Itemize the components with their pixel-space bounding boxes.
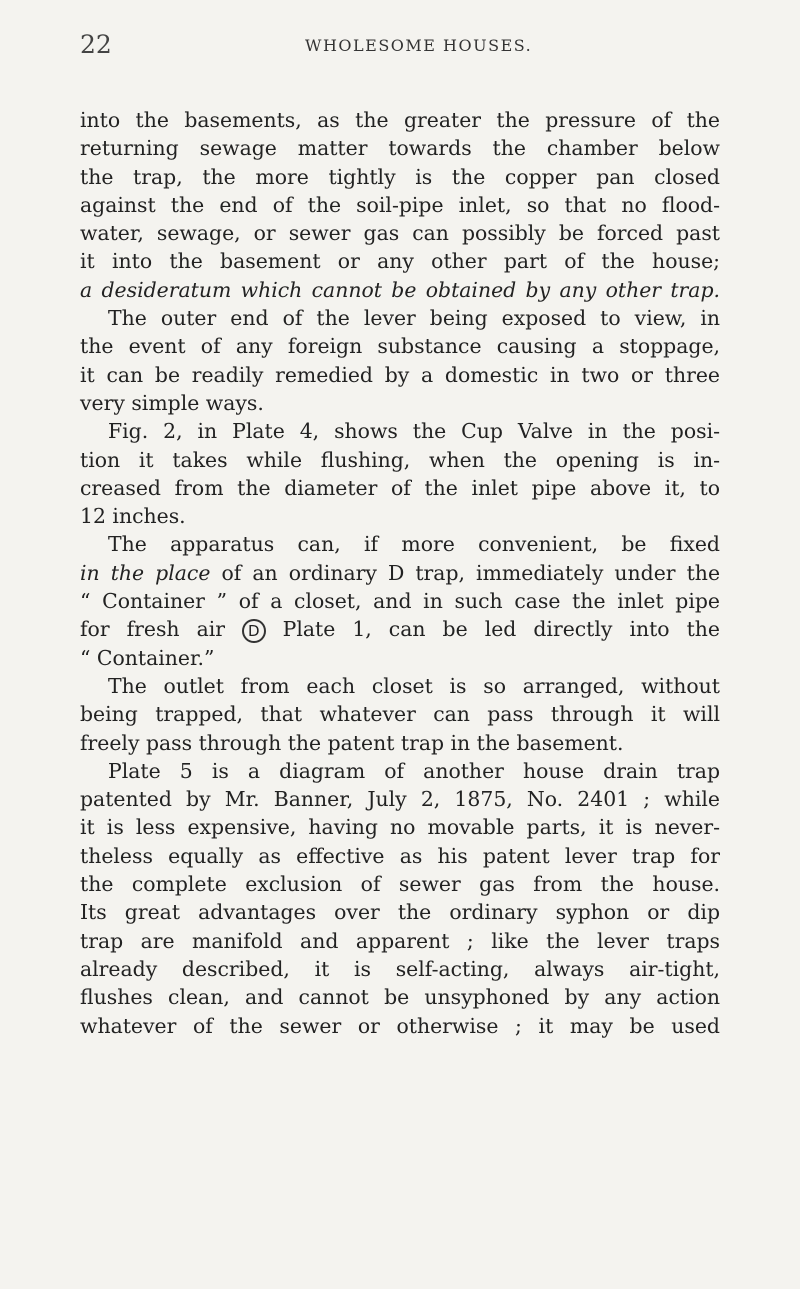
- text-fragment: of an ordinary D trap, immediately under the: [221, 560, 721, 585]
- text-line: Its great advantages over the ordinary syphon or dip: [80, 900, 720, 925]
- text-line: trap are manifold and apparent ; like the lever traps: [80, 928, 720, 953]
- running-head: WHOLESOME HOUSES.: [305, 36, 533, 55]
- text-line: Fig. 2, in Plate 4, shows the Cup Valve in the posi-: [108, 419, 720, 444]
- text-line: being trapped, that whatever can pass through it will: [80, 702, 720, 727]
- italic-phrase: in the place: [80, 560, 211, 585]
- page-header: [80, 30, 720, 66]
- text-line: already described, it is self-acting, always air-tight,: [80, 956, 720, 981]
- text-line: the trap, the more tightly is the copper pan closed: [80, 164, 720, 189]
- page-number: 22: [80, 30, 112, 59]
- text-line: theless equally as effective as his patent lever trap for: [80, 843, 720, 868]
- text-fragment: for fresh air: [80, 617, 226, 642]
- text-line: it into the basement or any other part of the house;: [80, 249, 720, 274]
- text-line: 12 inches.: [80, 504, 186, 529]
- text-line: the event of any foreign substance causing a stoppage,: [80, 334, 720, 359]
- text-line: against the end of the soil-pipe inlet, so that no flood-: [80, 192, 720, 217]
- text-line: creased from the diameter of the inlet pipe above it, to: [80, 475, 720, 500]
- text-line: returning sewage matter towards the chamber below: [80, 136, 720, 161]
- text-fragment: Plate 1, can be led directly into the: [282, 617, 720, 642]
- text-line-mixed: [80, 615, 720, 643]
- text-line: very simple ways.: [80, 390, 264, 415]
- text-line: it is less expensive, having no movable parts, it is never-: [80, 815, 720, 840]
- text-line: freely pass through the patent trap in the basement.: [80, 730, 624, 755]
- text-line: Plate 5 is a diagram of another house drain trap: [108, 758, 720, 783]
- text-line: the complete exclusion of sewer gas from the house.: [80, 872, 720, 897]
- text-line: “ Container.”: [80, 645, 215, 670]
- text-line-italic: a desideratum which cannot be obtained by any other trap.: [80, 277, 720, 302]
- circled-letter-d: D: [242, 619, 266, 643]
- text-line: into the basements, as the greater the pressure of the: [80, 108, 720, 132]
- text-line: whatever of the sewer or otherwise ; it may be used: [80, 1013, 720, 1038]
- text-line: patented by Mr. Banner, July 2, 1875, No. 2401 ; while: [80, 787, 720, 812]
- text-line: tion it takes while flushing, when the opening is in-: [80, 447, 720, 472]
- text-line: water, sewage, or sewer gas can possibly be forced past: [80, 221, 720, 246]
- text-line: “ Container ” of a closet, and in such case the inlet pipe: [80, 589, 720, 614]
- text-line: it can be readily remedied by a domestic in two or three: [80, 362, 720, 387]
- text-line: The apparatus can, if more convenient, be fixed: [108, 532, 720, 557]
- text-line: The outer end of the lever being exposed to view, in: [108, 306, 720, 331]
- text-line: The outlet from each closet is so arranged, without: [108, 673, 720, 698]
- text-line-mixed: [80, 559, 720, 587]
- text-line: flushes clean, and cannot be unsyphoned by any action: [80, 985, 720, 1010]
- body-text: [80, 106, 720, 1040]
